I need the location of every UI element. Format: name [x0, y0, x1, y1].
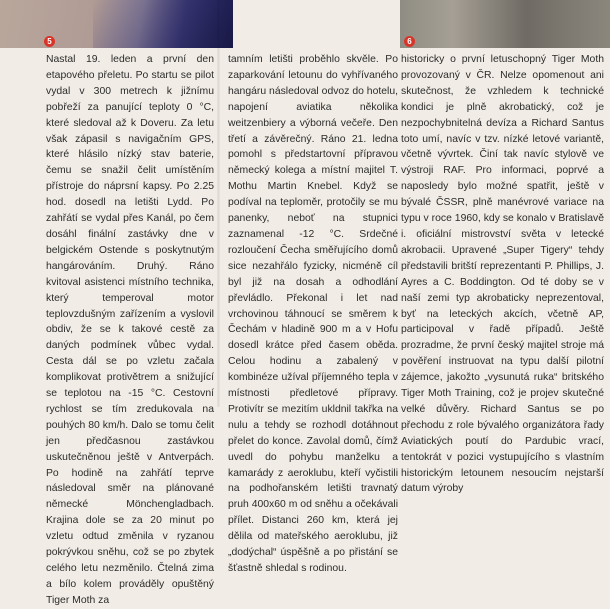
page-spine: [217, 0, 220, 407]
text-column-3: [401, 52, 604, 497]
photo-5: [0, 0, 233, 48]
gutter: [233, 0, 400, 48]
photo-6: [400, 0, 610, 48]
paragraph: tamním letišti proběhlo skvěle. Po zaparkování letounu do vyhřívaného hangáru následoval odvoz do hotelu, napojení aviatika několika weitzenbiery a výborná večeře. Den třetí a závěrečný. Ráno 21. ledna pomohl s předstartovní přípravou německý kolega a místní majitel T. Mothu Martin Knebel. Když se podíval na teploměr, protočily se mu panenky, neboť na stupnici zaznamenal -12 °C. Srdečné rozloučení Čecha směřujícího domů sice nezahřálo fyzicky, nicméně cíl byl již na dosah a odhodlání převládlo. Překonal i let nad vrchovinou táhnoucí se směrem k Čechám v hladině 900 m a v Hofu dosedl krátce před časem oběda. Celou hodinu a zabalený v kombinéze užíval příjemného tepla v místnosti předletové přípravy. Protivítr se mezitím ukldnil takřka na nulu a tehdy se rozhodl dotáhnout přelet do konce. Zavolal domů, čímž uvedl do pohybu manželku a kamarády z aeroklubu, kteří vyčistili na podhořanském letišti travnatý pruh 400x60 m od sněhu a očekávali přílet. Distanci 260 km, která jej dělila od mateřského aeroklubu, již „dodýchal“ úspěšně a po přistání se šťastně shledal s rodinou.: [228, 54, 398, 574]
figure-number-6: 6: [404, 36, 415, 47]
text-column-1: [46, 52, 214, 609]
paragraph: historicky o první letuschopný Tiger Moth provozovaný v ČR. Nelze opomenout ani skutečnost, že vzhledem k technické kondici je plně akrobatický, což je nezpochybnitelná devíza a Richard Santus toto umí, navíc v tzv. nízké letové variantě, včetně vývrtek. Činí tak navíc stylově ve výstroji RAF. Pro informaci, poprvé a naposledy bylo možné spatřit, ještě v bývalé ČSSR, plně manévrové variace na typu v roce 1960, kdy se konalo v Bratislavě i. oficiální mistrovství světa v letecké akrobacii. Upravené „Super Tigery“ tehdy představili britští reprezentanti P. Phillips, J. Ayres a C. Boddington. Od té doby se v naší zemi typ akrobaticky neprezentoval, byť na leteckých akcích, včetně AP, participoval v řadě případů. Ještě prozradme, že první český majitel stroje má pověření instruovat na typu další pilotní zájemce, jakožto „vysunutá ruka“ britského Tiger Moth Training, což je projev skutečné velké důvěry. Richard Santus se po přechodu z role bývalého organizátora řady Aviatických poutí do Pardubic vrací, tentokrát v pozici vystupujícího s vlastním historickým letounem nesoucím nejstarší datum výroby: [401, 54, 604, 495]
text-column-2: [228, 52, 398, 577]
figure-number-5: 5: [44, 36, 55, 47]
paragraph: Nastal 19. leden a první den etapového přeletu. Po startu se pilot vydal v 300 metrech k jižnímu pobřeží za panující teploty 0 °C, které sledoval až k Doveru. Za letu však zápasil s navigačním GPS, které hlásilo nízký stav baterie, čemu se snažil čelit umístěním přístroje do náprsní kapsy. Po 2.25 hod. dosedl na letišti Lydd. Po zahřátí se vydal přes Kanál, po čem dosáhl finální zastávky dne v belgickém Ostende s poskytnutým hangárováním. Druhý. Ráno kvitoval asistenci místního technika, který temperoval motor teplovzdušným zařízením a vyslovil obdiv, že se k takové cestě za daných podmínek vůbec vydal. Cesta dál se po vzletu začala komplikovat protivětrem a snižující se teplotou na -15 °C. Cestovní rychlost se tím zredukovala na pouhých 80 km/h. Dalo se tomu čelit jen předčasnou zastávkou uskutečněnou ještě v Antverpách. Po hodině na zahřátí teprve následoval směr na plánované německé Mönchengladbach. Krajina dole se za 20 minut po vzletu odtud změnila v ryzanou pokrývkou sněhu, což se po zbytek celého letu nezměnilo. Čtelná zima a bílo kolem prováděly opuštěný Tiger Moth za: [46, 54, 214, 606]
